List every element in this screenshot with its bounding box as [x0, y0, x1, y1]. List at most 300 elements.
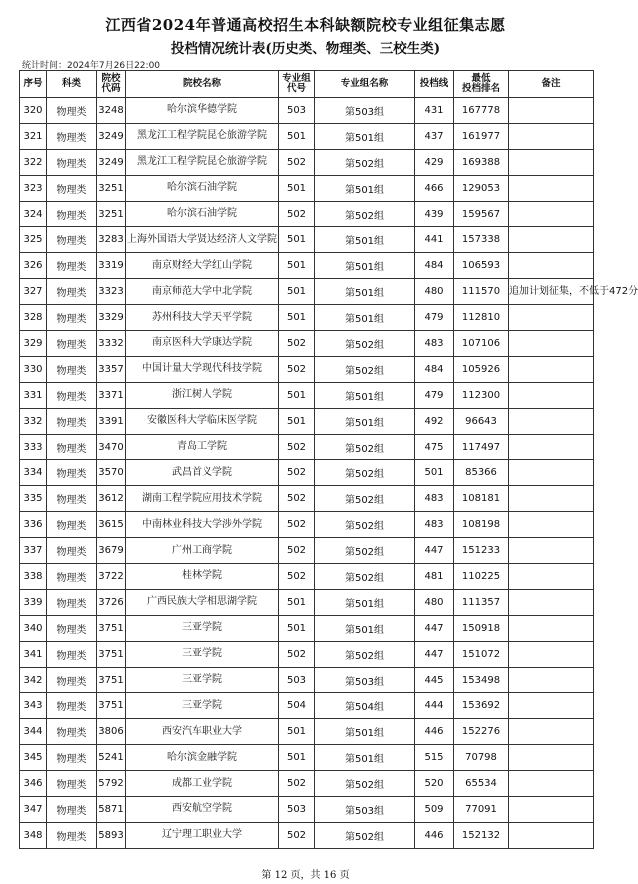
note-cell: [509, 98, 594, 124]
category-cell: 物理类: [47, 279, 97, 305]
note-cell: [509, 408, 594, 434]
category-cell: 物理类: [47, 719, 97, 745]
school-code-cell: 3249: [97, 149, 126, 175]
table-header-row: [20, 71, 594, 98]
table-row: [20, 538, 594, 564]
category-cell: 物理类: [47, 589, 97, 615]
group-code-cell: 502: [279, 486, 315, 512]
note-cell: [509, 719, 594, 745]
group-code-cell: 501: [279, 123, 315, 149]
table-row: [20, 305, 594, 331]
group-name-cell: 第502组: [315, 149, 415, 175]
school-name-cell: 青岛工学院: [126, 434, 279, 460]
school-code-cell: 3319: [97, 253, 126, 279]
rank-cell: 110225: [454, 564, 509, 590]
rank-cell: 150918: [454, 615, 509, 641]
table-row: [20, 227, 594, 253]
school-name-cell: 辽宁理工职业大学: [126, 822, 279, 848]
seq-cell: 332: [20, 408, 47, 434]
rank-cell: 108181: [454, 486, 509, 512]
score-cell: 483: [415, 486, 454, 512]
school-code-cell: 3251: [97, 175, 126, 201]
score-cell: 515: [415, 745, 454, 771]
group-code-cell: 501: [279, 253, 315, 279]
score-cell: 439: [415, 201, 454, 227]
school-code-cell: 3249: [97, 123, 126, 149]
school-name-cell: 南京师范大学中北学院: [126, 279, 279, 305]
rank-cell: 157338: [454, 227, 509, 253]
rank-cell: 65534: [454, 771, 509, 797]
table-row: [20, 253, 594, 279]
note-cell: [509, 356, 594, 382]
school-code-cell: 3470: [97, 434, 126, 460]
group-name-cell: 第502组: [315, 356, 415, 382]
table-row: [20, 512, 594, 538]
rank-cell: 108198: [454, 512, 509, 538]
school-code-cell: 3726: [97, 589, 126, 615]
score-cell: 447: [415, 615, 454, 641]
category-cell: 物理类: [47, 797, 97, 823]
group-name-cell: 第501组: [315, 175, 415, 201]
school-name-cell: 南京财经大学红山学院: [126, 253, 279, 279]
header-school-code: 院校 代码: [97, 71, 126, 98]
table-row: [20, 382, 594, 408]
seq-cell: 336: [20, 512, 47, 538]
rank-cell: 151233: [454, 538, 509, 564]
school-name-cell: 三亚学院: [126, 693, 279, 719]
category-cell: 物理类: [47, 227, 97, 253]
score-cell: 479: [415, 382, 454, 408]
note-cell: [509, 227, 594, 253]
seq-cell: 328: [20, 305, 47, 331]
seq-cell: 346: [20, 771, 47, 797]
school-name-cell: 桂林学院: [126, 564, 279, 590]
seq-cell: 338: [20, 564, 47, 590]
note-cell: [509, 382, 594, 408]
group-code-cell: 501: [279, 589, 315, 615]
school-name-cell: 湖南工程学院应用技术学院: [126, 486, 279, 512]
seq-cell: 342: [20, 667, 47, 693]
category-cell: 物理类: [47, 356, 97, 382]
school-code-cell: 5871: [97, 797, 126, 823]
school-name-cell: 成都工业学院: [126, 771, 279, 797]
school-code-cell: 3679: [97, 538, 126, 564]
school-code-cell: 3615: [97, 512, 126, 538]
category-cell: 物理类: [47, 667, 97, 693]
seq-cell: 325: [20, 227, 47, 253]
note-cell: [509, 486, 594, 512]
group-code-cell: 501: [279, 279, 315, 305]
school-code-cell: 5792: [97, 771, 126, 797]
rank-cell: 151072: [454, 641, 509, 667]
category-cell: 物理类: [47, 693, 97, 719]
school-code-cell: 3751: [97, 693, 126, 719]
seq-cell: 344: [20, 719, 47, 745]
school-name-cell: 哈尔滨华德学院: [126, 98, 279, 124]
school-name-cell: 安徽医科大学临床医学院: [126, 408, 279, 434]
school-name-cell: 浙江树人学院: [126, 382, 279, 408]
group-code-cell: 501: [279, 615, 315, 641]
header-min-rank: 最低 投档排名: [454, 71, 509, 98]
note-cell: [509, 745, 594, 771]
seq-cell: 334: [20, 460, 47, 486]
group-name-cell: 第503组: [315, 797, 415, 823]
school-code-cell: 3391: [97, 408, 126, 434]
category-cell: 物理类: [47, 822, 97, 848]
group-name-cell: 第502组: [315, 512, 415, 538]
table-row: [20, 149, 594, 175]
group-code-cell: 501: [279, 175, 315, 201]
header-school-name: 院校名称: [126, 71, 279, 98]
rank-cell: 152276: [454, 719, 509, 745]
note-cell: [509, 822, 594, 848]
school-code-cell: 3612: [97, 486, 126, 512]
seq-cell: 322: [20, 149, 47, 175]
category-cell: 物理类: [47, 305, 97, 331]
seq-cell: 329: [20, 331, 47, 357]
school-code-cell: 3329: [97, 305, 126, 331]
rank-cell: 112810: [454, 305, 509, 331]
category-cell: 物理类: [47, 641, 97, 667]
note-cell: [509, 771, 594, 797]
group-name-cell: 第502组: [315, 771, 415, 797]
rank-cell: 117497: [454, 434, 509, 460]
seq-cell: 337: [20, 538, 47, 564]
seq-cell: 340: [20, 615, 47, 641]
school-code-cell: 3371: [97, 382, 126, 408]
rank-cell: 96643: [454, 408, 509, 434]
school-code-cell: 3332: [97, 331, 126, 357]
table-row: [20, 771, 594, 797]
rank-cell: 161977: [454, 123, 509, 149]
group-name-cell: 第501组: [315, 589, 415, 615]
score-cell: 483: [415, 512, 454, 538]
group-code-cell: 504: [279, 693, 315, 719]
score-cell: 481: [415, 564, 454, 590]
note-cell: [509, 434, 594, 460]
category-cell: 物理类: [47, 564, 97, 590]
score-cell: 501: [415, 460, 454, 486]
header-seq: 序号: [20, 71, 47, 98]
seq-cell: 335: [20, 486, 47, 512]
school-name-cell: 苏州科技大学天平学院: [126, 305, 279, 331]
seq-cell: 320: [20, 98, 47, 124]
school-name-cell: 中南林业科技大学涉外学院: [126, 512, 279, 538]
table-row: [20, 615, 594, 641]
group-name-cell: 第502组: [315, 641, 415, 667]
school-code-cell: 5241: [97, 745, 126, 771]
seq-cell: 333: [20, 434, 47, 460]
school-name-cell: 武昌首义学院: [126, 460, 279, 486]
rank-cell: 152132: [454, 822, 509, 848]
stat-time: 统计时间：2024年7月26日22:00: [22, 61, 161, 71]
school-name-cell: 中国计量大学现代科技学院: [126, 356, 279, 382]
school-name-cell: 西安汽车职业大学: [126, 719, 279, 745]
score-cell: 480: [415, 589, 454, 615]
group-code-cell: 501: [279, 305, 315, 331]
table-row: [20, 123, 594, 149]
rank-cell: 77091: [454, 797, 509, 823]
group-name-cell: 第502组: [315, 460, 415, 486]
school-name-cell: 广州工商学院: [126, 538, 279, 564]
school-code-cell: 3751: [97, 641, 126, 667]
group-code-cell: 502: [279, 460, 315, 486]
group-code-cell: 501: [279, 227, 315, 253]
group-code-cell: 501: [279, 745, 315, 771]
group-code-cell: 501: [279, 719, 315, 745]
note-cell: [509, 175, 594, 201]
school-name-cell: 广西民族大学相思湖学院: [126, 589, 279, 615]
school-code-cell: 3251: [97, 201, 126, 227]
table-row: [20, 356, 594, 382]
table-row: [20, 822, 594, 848]
group-code-cell: 502: [279, 434, 315, 460]
category-cell: 物理类: [47, 253, 97, 279]
category-cell: 物理类: [47, 486, 97, 512]
category-cell: 物理类: [47, 408, 97, 434]
seq-cell: 339: [20, 589, 47, 615]
group-code-cell: 502: [279, 201, 315, 227]
school-name-cell: 南京医科大学康达学院: [126, 331, 279, 357]
score-cell: 446: [415, 719, 454, 745]
group-name-cell: 第501组: [315, 719, 415, 745]
category-cell: 物理类: [47, 745, 97, 771]
group-name-cell: 第501组: [315, 123, 415, 149]
score-cell: 437: [415, 123, 454, 149]
seq-cell: 341: [20, 641, 47, 667]
note-cell: 追加计划征集，不低于472分: [509, 279, 594, 305]
admission-table: [19, 70, 638, 849]
school-code-cell: 3283: [97, 227, 126, 253]
group-name-cell: 第502组: [315, 538, 415, 564]
group-name-cell: 第502组: [315, 822, 415, 848]
school-name-cell: 哈尔滨石油学院: [126, 201, 279, 227]
rank-cell: 129053: [454, 175, 509, 201]
table-row: [20, 589, 594, 615]
seq-cell: 345: [20, 745, 47, 771]
group-name-cell: 第502组: [315, 434, 415, 460]
category-cell: 物理类: [47, 434, 97, 460]
seq-cell: 331: [20, 382, 47, 408]
note-cell: [509, 201, 594, 227]
header-category: 科类: [47, 71, 97, 98]
group-code-cell: 502: [279, 538, 315, 564]
group-name-cell: 第501组: [315, 253, 415, 279]
school-name-cell: 哈尔滨石油学院: [126, 175, 279, 201]
category-cell: 物理类: [47, 512, 97, 538]
document-title: 江西省2024年普通高校招生本科缺额院校专业组征集志愿: [105, 16, 506, 34]
category-cell: 物理类: [47, 382, 97, 408]
group-name-cell: 第502组: [315, 564, 415, 590]
table-row: [20, 175, 594, 201]
category-cell: 物理类: [47, 98, 97, 124]
note-cell: [509, 797, 594, 823]
seq-cell: 324: [20, 201, 47, 227]
note-cell: [509, 589, 594, 615]
group-name-cell: 第501组: [315, 745, 415, 771]
note-cell: [509, 305, 594, 331]
score-cell: 520: [415, 771, 454, 797]
score-cell: 444: [415, 693, 454, 719]
category-cell: 物理类: [47, 201, 97, 227]
group-code-cell: 502: [279, 356, 315, 382]
note-cell: [509, 123, 594, 149]
group-name-cell: 第501组: [315, 382, 415, 408]
group-code-cell: 501: [279, 382, 315, 408]
note-cell: [509, 253, 594, 279]
group-name-cell: 第501组: [315, 279, 415, 305]
school-name-cell: 三亚学院: [126, 667, 279, 693]
table-row: [20, 460, 594, 486]
group-name-cell: 第501组: [315, 615, 415, 641]
school-name-cell: 西安航空学院: [126, 797, 279, 823]
rank-cell: 153692: [454, 693, 509, 719]
school-name-cell: 哈尔滨金融学院: [126, 745, 279, 771]
category-cell: 物理类: [47, 149, 97, 175]
note-cell: [509, 538, 594, 564]
page-footer: 第 12 页，共 16 页: [261, 870, 350, 881]
table-row: [20, 98, 594, 124]
rank-cell: 70798: [454, 745, 509, 771]
group-name-cell: 第501组: [315, 227, 415, 253]
table-row: [20, 641, 594, 667]
group-name-cell: 第501组: [315, 305, 415, 331]
rank-cell: 112300: [454, 382, 509, 408]
category-cell: 物理类: [47, 123, 97, 149]
score-cell: 484: [415, 356, 454, 382]
header-note: 备注: [509, 71, 594, 98]
seq-cell: 343: [20, 693, 47, 719]
note-cell: [509, 512, 594, 538]
document-subtitle: 投档情况统计表(历史类、物理类、三校生类): [170, 41, 441, 57]
group-code-cell: 502: [279, 822, 315, 848]
score-cell: 509: [415, 797, 454, 823]
school-name-cell: 三亚学院: [126, 615, 279, 641]
group-code-cell: 502: [279, 512, 315, 538]
rank-cell: 107106: [454, 331, 509, 357]
category-cell: 物理类: [47, 615, 97, 641]
school-name-cell: 黑龙江工程学院昆仑旅游学院: [126, 149, 279, 175]
group-code-cell: 503: [279, 98, 315, 124]
school-code-cell: 3570: [97, 460, 126, 486]
score-cell: 480: [415, 279, 454, 305]
rank-cell: 85366: [454, 460, 509, 486]
score-cell: 447: [415, 641, 454, 667]
group-code-cell: 502: [279, 331, 315, 357]
school-code-cell: 3248: [97, 98, 126, 124]
rank-cell: 159567: [454, 201, 509, 227]
group-name-cell: 第503组: [315, 667, 415, 693]
group-code-cell: 501: [279, 408, 315, 434]
rank-cell: 153498: [454, 667, 509, 693]
table-row: [20, 331, 594, 357]
header-score: 投档线: [415, 71, 454, 98]
note-cell: [509, 149, 594, 175]
score-cell: 483: [415, 331, 454, 357]
school-code-cell: 3357: [97, 356, 126, 382]
category-cell: 物理类: [47, 771, 97, 797]
note-cell: [509, 564, 594, 590]
score-cell: 446: [415, 822, 454, 848]
score-cell: 441: [415, 227, 454, 253]
header-group-name: 专业组名称: [315, 71, 415, 98]
rank-cell: 111570: [454, 279, 509, 305]
school-name-cell: 三亚学院: [126, 641, 279, 667]
category-cell: 物理类: [47, 331, 97, 357]
score-cell: 445: [415, 667, 454, 693]
table-row: [20, 201, 594, 227]
seq-cell: 347: [20, 797, 47, 823]
table-row: [20, 797, 594, 823]
table-row: [20, 667, 594, 693]
school-code-cell: 5893: [97, 822, 126, 848]
category-cell: 物理类: [47, 175, 97, 201]
table-row: [20, 408, 594, 434]
group-code-cell: 502: [279, 771, 315, 797]
seq-cell: 326: [20, 253, 47, 279]
group-code-cell: 502: [279, 149, 315, 175]
rank-cell: 105926: [454, 356, 509, 382]
table-row: [20, 745, 594, 771]
table-row: [20, 693, 594, 719]
table-row: [20, 719, 594, 745]
table-row: [20, 564, 594, 590]
table-row: [20, 434, 594, 460]
score-cell: 447: [415, 538, 454, 564]
group-name-cell: 第502组: [315, 201, 415, 227]
table-row: [20, 486, 594, 512]
score-cell: 466: [415, 175, 454, 201]
school-name-cell: 黑龙江工程学院昆仑旅游学院: [126, 123, 279, 149]
school-code-cell: 3722: [97, 564, 126, 590]
score-cell: 484: [415, 253, 454, 279]
group-code-cell: 503: [279, 797, 315, 823]
group-code-cell: 502: [279, 641, 315, 667]
note-cell: [509, 331, 594, 357]
note-cell: [509, 693, 594, 719]
category-cell: 物理类: [47, 460, 97, 486]
score-cell: 479: [415, 305, 454, 331]
group-name-cell: 第504组: [315, 693, 415, 719]
school-code-cell: 3751: [97, 615, 126, 641]
school-code-cell: 3751: [97, 667, 126, 693]
score-cell: 429: [415, 149, 454, 175]
note-cell: [509, 460, 594, 486]
school-code-cell: 3323: [97, 279, 126, 305]
seq-cell: 323: [20, 175, 47, 201]
rank-cell: 167778: [454, 98, 509, 124]
seq-cell: 327: [20, 279, 47, 305]
group-code-cell: 503: [279, 667, 315, 693]
table-body: [20, 98, 638, 849]
seq-cell: 321: [20, 123, 47, 149]
note-cell: [509, 667, 594, 693]
note-cell: [509, 615, 594, 641]
school-name-cell: 上海外国语大学贤达经济人文学院: [126, 227, 279, 253]
score-cell: 492: [415, 408, 454, 434]
group-name-cell: 第503组: [315, 98, 415, 124]
rank-cell: 169388: [454, 149, 509, 175]
school-code-cell: 3806: [97, 719, 126, 745]
rank-cell: 106593: [454, 253, 509, 279]
note-cell: [509, 641, 594, 667]
rank-cell: 111357: [454, 589, 509, 615]
group-name-cell: 第502组: [315, 331, 415, 357]
score-cell: 431: [415, 98, 454, 124]
group-name-cell: 第501组: [315, 408, 415, 434]
seq-cell: 330: [20, 356, 47, 382]
score-cell: 475: [415, 434, 454, 460]
